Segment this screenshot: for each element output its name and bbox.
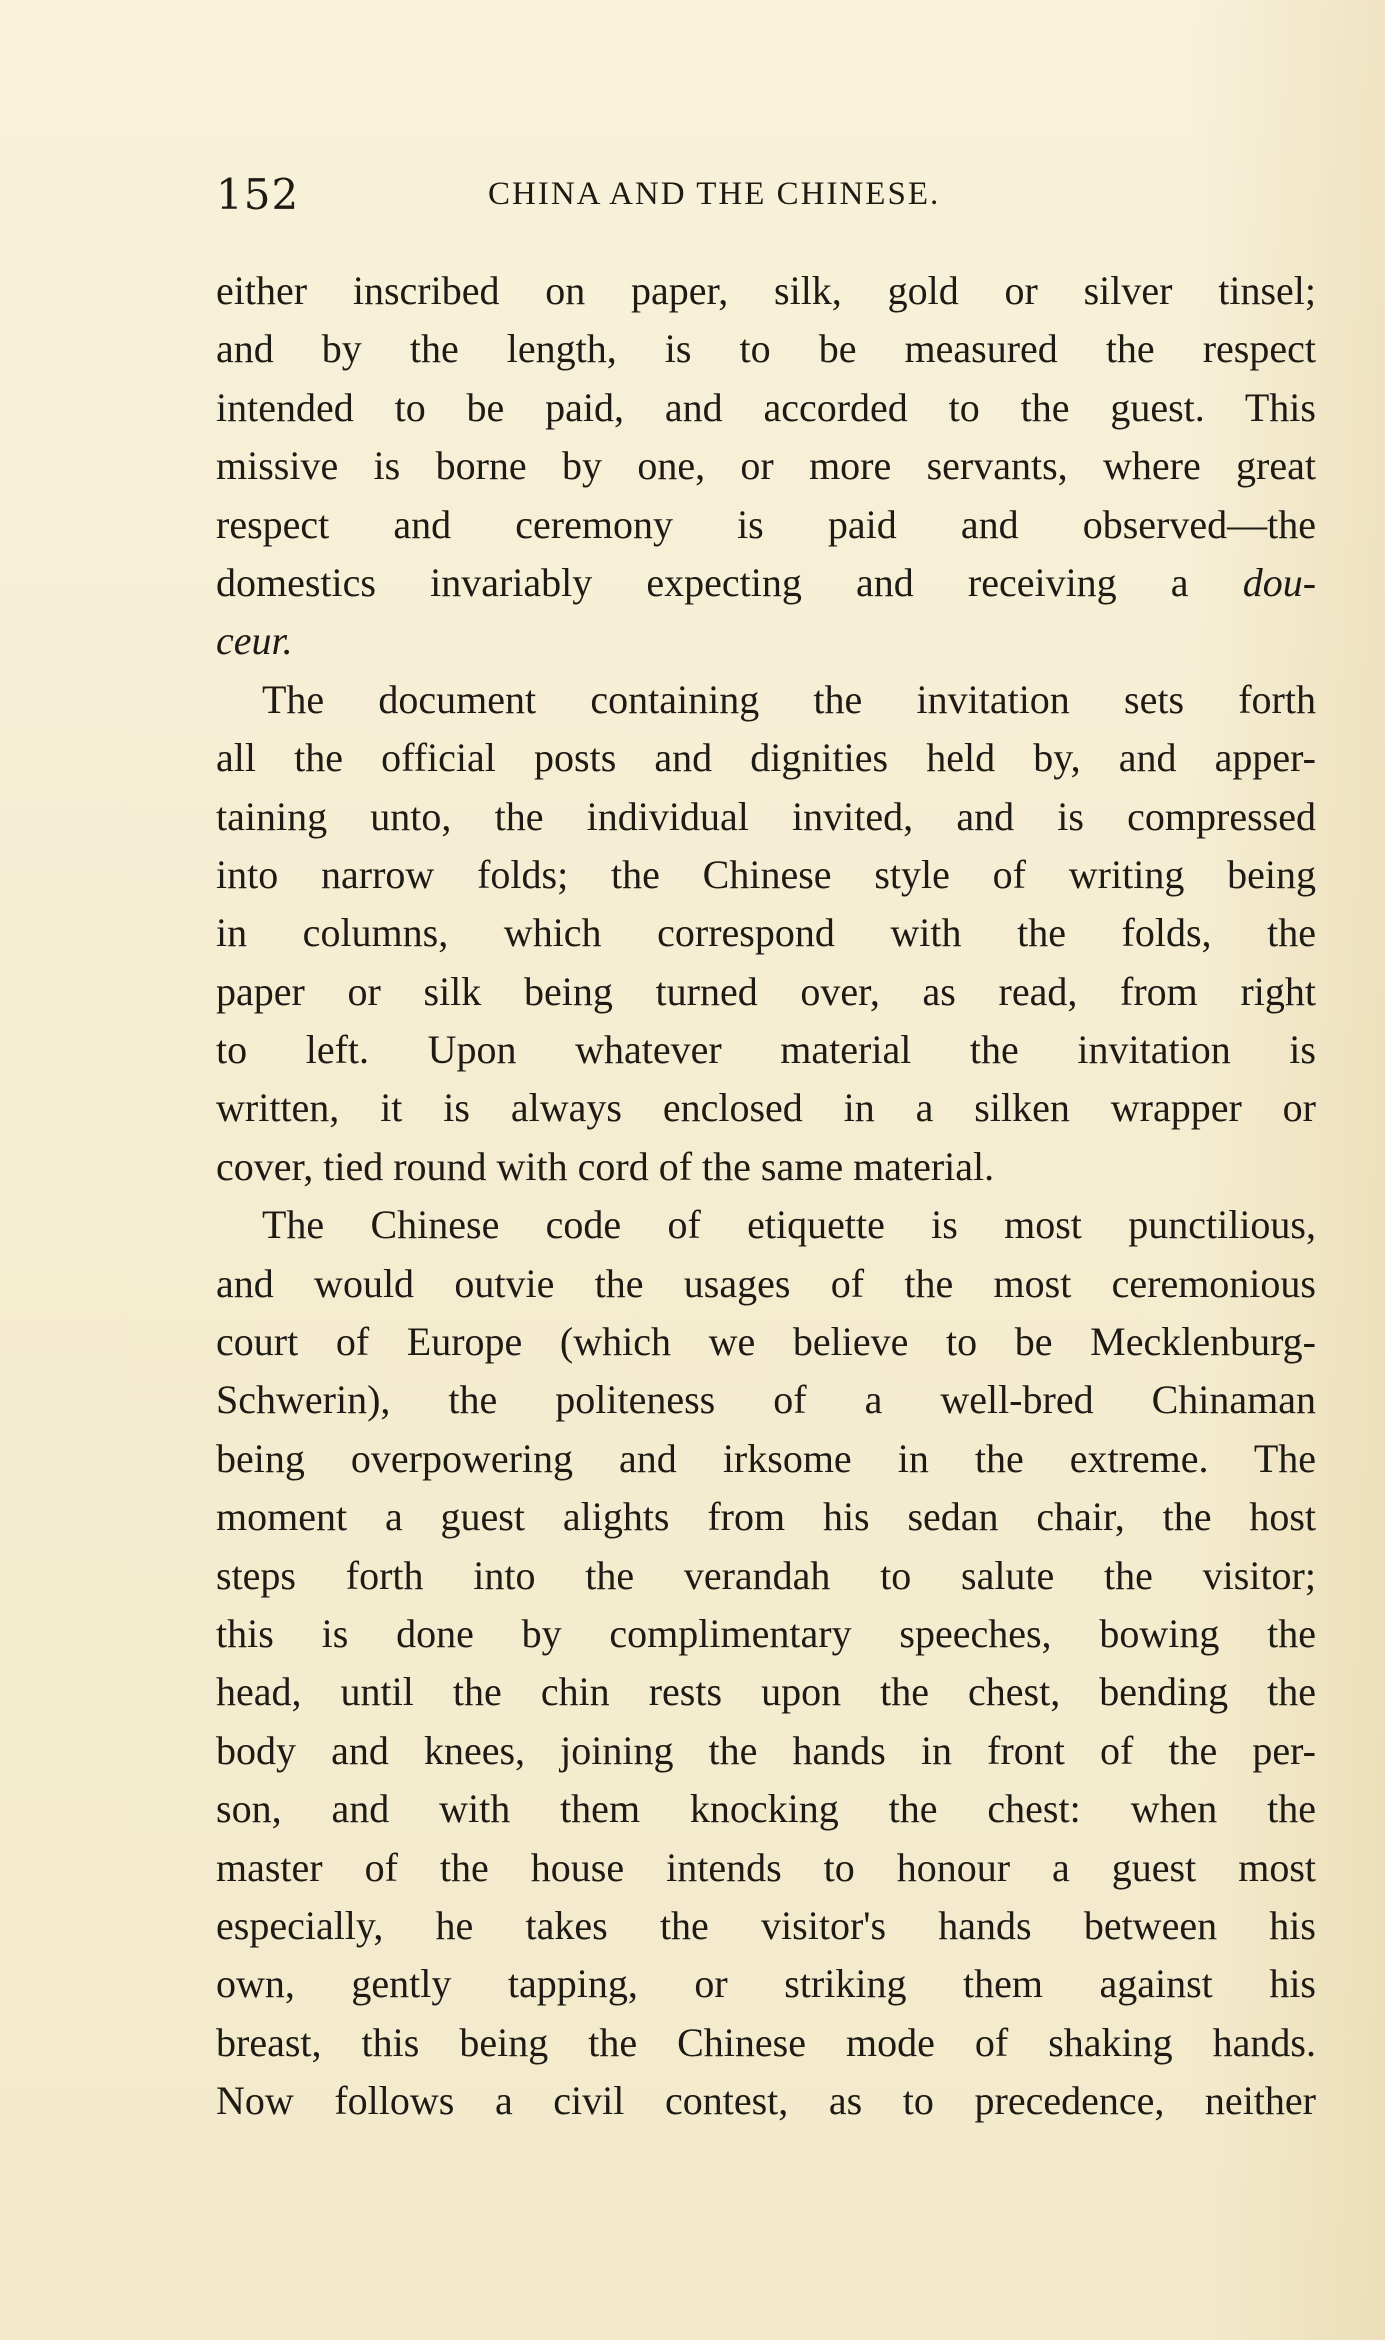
text-line-content: especially, he takes the visitor's hands between his bbox=[216, 1902, 1316, 1948]
text-line bbox=[216, 1021, 1316, 1079]
text-line-content: court of Europe (which we believe to be Mecklenburg- bbox=[216, 1319, 1316, 1365]
text-line-content: body and knees, joining the hands in front of the per- bbox=[216, 1727, 1316, 1773]
text-line-content: into narrow folds; the Chinese style of writing being bbox=[216, 851, 1316, 897]
text-line bbox=[216, 1313, 1316, 1371]
text-line bbox=[216, 379, 1316, 437]
text-line bbox=[216, 904, 1316, 962]
text-line bbox=[216, 963, 1316, 1021]
text-line-content: cover, tied round with cord of the same material. bbox=[216, 1143, 995, 1189]
text-line bbox=[216, 496, 1316, 554]
text-line-content: either inscribed on paper, silk, gold or silver tinsel; bbox=[216, 268, 1316, 313]
text-line-content: breast, this being the Chinese mode of shaking hands. bbox=[216, 2019, 1316, 2065]
text-line-content: head, until the chin rests upon the chest, bending the bbox=[216, 1669, 1316, 1715]
text-line-content: The document containing the invitation sets forth bbox=[262, 676, 1316, 722]
text-line bbox=[216, 671, 1316, 729]
italic-word: dou- bbox=[1242, 559, 1317, 605]
body-text bbox=[216, 262, 1316, 2131]
text-line-content: taining unto, the individual invited, and is compressed bbox=[216, 793, 1316, 839]
text-line bbox=[216, 1196, 1316, 1254]
text-line-content: domestics invariably expecting and receiving a bbox=[216, 559, 1189, 605]
text-line bbox=[216, 1255, 1316, 1313]
text-line-content: Schwerin), the politeness of a well-bred Chinaman bbox=[216, 1377, 1316, 1423]
text-line-content: in columns, which correspond with the folds, the bbox=[216, 910, 1316, 956]
text-line-content: written, it is always enclosed in a silken wrapper or bbox=[216, 1085, 1316, 1131]
text-line-content: own, gently tapping, or striking them against his bbox=[216, 1961, 1316, 2007]
text-line-content: being overpowering and irksome in the extreme. The bbox=[216, 1435, 1316, 1481]
text-line bbox=[216, 788, 1316, 846]
text-line bbox=[216, 554, 1316, 612]
text-line-content: son, and with them knocking the chest: when the bbox=[216, 1786, 1316, 1832]
text-line bbox=[216, 1605, 1316, 1663]
text-line bbox=[216, 2014, 1316, 2072]
text-line-content: moment a guest alights from his sedan chair, the host bbox=[216, 1494, 1316, 1540]
text-line-content: intended to be paid, and accorded to the guest. This bbox=[216, 384, 1316, 430]
text-line-content: all the official posts and dignities held by, and apper- bbox=[216, 735, 1316, 781]
text-line bbox=[216, 262, 1316, 320]
running-title: CHINA AND THE CHINESE. bbox=[488, 176, 941, 212]
text-line-content: missive is borne by one, or more servants, where great bbox=[216, 443, 1316, 489]
text-line bbox=[216, 1371, 1316, 1429]
text-line bbox=[216, 1780, 1316, 1838]
text-line-content: and would outvie the usages of the most ceremonious bbox=[216, 1260, 1316, 1306]
text-line bbox=[216, 320, 1316, 378]
text-line-content: to left. Upon whatever material the invitation is bbox=[216, 1027, 1316, 1073]
text-line bbox=[216, 1547, 1316, 1605]
text-line-content: The Chinese code of etiquette is most punctilious, bbox=[262, 1202, 1316, 1248]
italic-word: ceur. bbox=[216, 618, 293, 664]
page-number: 152 bbox=[216, 170, 300, 219]
text-line bbox=[216, 612, 1316, 670]
text-line-content: paper or silk being turned over, as read, from right bbox=[216, 968, 1316, 1014]
text-line bbox=[216, 1722, 1316, 1780]
text-line-content: respect and ceremony is paid and observed—the bbox=[216, 501, 1316, 547]
text-line bbox=[216, 437, 1316, 495]
text-line bbox=[216, 846, 1316, 904]
text-line-content: and by the length, is to be measured the respect bbox=[216, 326, 1316, 372]
text-line-content: master of the house intends to honour a guest most bbox=[216, 1844, 1316, 1890]
text-line bbox=[216, 1663, 1316, 1721]
text-line bbox=[216, 1079, 1316, 1137]
text-line bbox=[216, 1897, 1316, 1955]
text-line bbox=[216, 1430, 1316, 1488]
text-line-content: Now follows a civil contest, as to precedence, neither bbox=[216, 2078, 1316, 2124]
text-line-content: this is done by complimentary speeches, bowing the bbox=[216, 1610, 1316, 1656]
text-line bbox=[216, 729, 1316, 787]
running-head bbox=[216, 170, 1316, 220]
text-line bbox=[216, 1955, 1316, 2013]
text-line bbox=[216, 1488, 1316, 1546]
text-line-content: steps forth into the verandah to salute the visitor; bbox=[216, 1552, 1316, 1598]
text-line bbox=[216, 2072, 1316, 2130]
text-line bbox=[216, 1839, 1316, 1897]
text-line bbox=[216, 1138, 1316, 1196]
